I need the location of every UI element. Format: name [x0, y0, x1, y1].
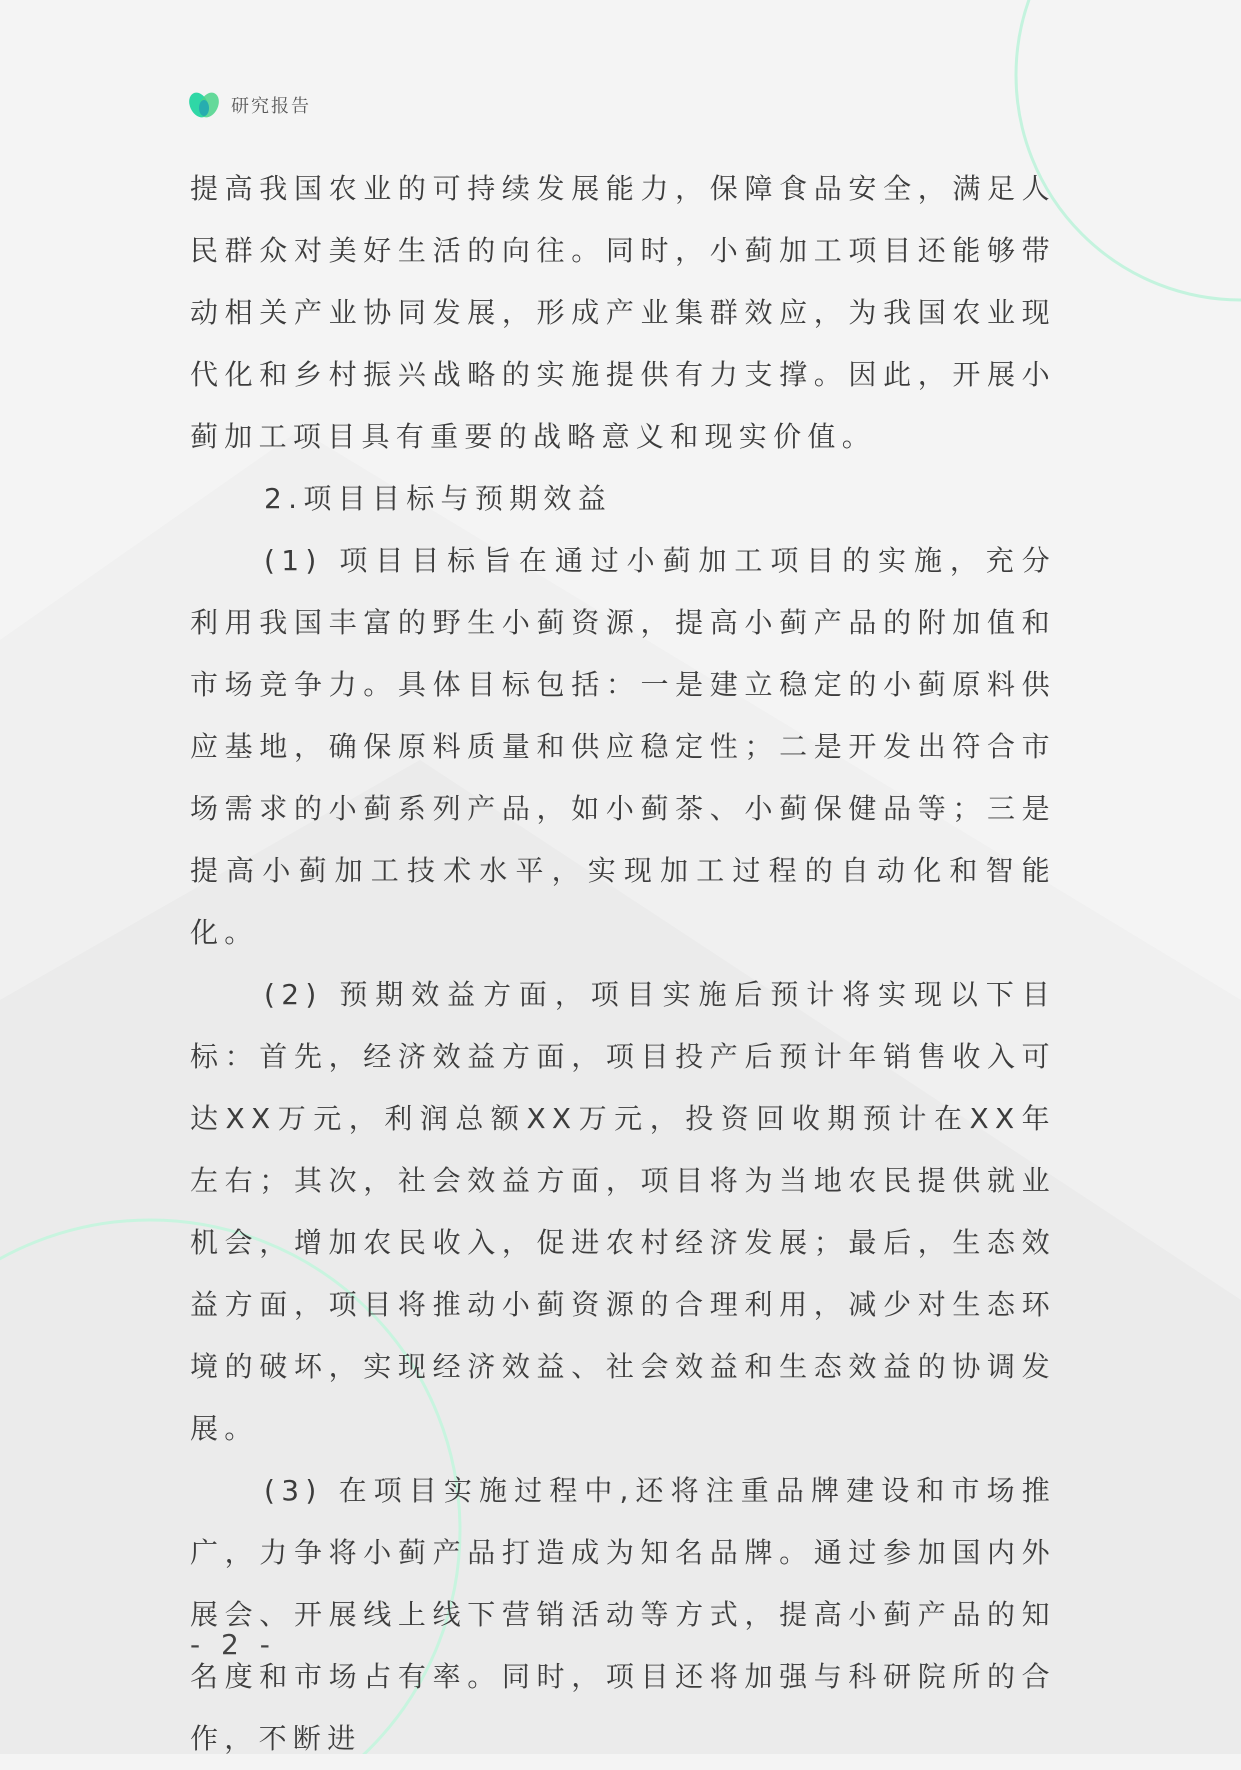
section-heading: 2.项目目标与预期效益: [264, 482, 613, 515]
document-body: [190, 158, 1056, 1770]
paragraph-continuation: 提高我国农业的可持续发展能力，保障食品安全，满足人民群众对美好生活的向往。同时，小蓟加工项目还能够带动相关产业协同发展，形成产业集群效应，为我国农业现代化和乡村振兴战略的实施提供有力支撑。因此，开展小蓟加工项目具有重要的战略意义和现实价值。: [190, 172, 1056, 453]
report-header: [187, 88, 311, 122]
brand-logo-icon: [187, 88, 221, 122]
paragraph-project-goals: (1) 项目目标旨在通过小蓟加工项目的实施，充分利用我国丰富的野生小蓟资源，提高小蓟产品的附加值和市场竞争力。具体目标包括：一是建立稳定的小蓟原料供应基地，确保原料质量和供应稳定性；二是开发出符合市场需求的小蓟系列产品，如小蓟茶、小蓟保健品等；三是提高小蓟加工技术水平，实现加工过程的自动化和智能化。: [190, 544, 1056, 949]
header-title: 研究报告: [231, 96, 311, 117]
paragraph-expected-benefits: (2) 预期效益方面，项目实施后预计将实现以下目标：首先，经济效益方面，项目投产后预计年销售收入可达XX万元，利润总额XX万元，投资回收期预计在XX年左右；其次，社会效益方面，项目将为当地农民提供就业机会，增加农民收入，促进农村经济发展；最后，生态效益方面，项目将推动小蓟资源的合理利用，减少对生态环境的破坏，实现经济效益、社会效益和生态效益的协调发展。: [190, 978, 1056, 1445]
paragraph-brand-building: (3) 在项目实施过程中,还将注重品牌建设和市场推广，力争将小蓟产品打造成为知名品牌。通过参加国内外展会、开展线上线下营销活动等方式，提高小蓟产品的知名度和市场占有率。同时，项目还将加强与科研院所的合作，不断进: [190, 1474, 1056, 1755]
page-number: - 2 -: [190, 1628, 276, 1661]
